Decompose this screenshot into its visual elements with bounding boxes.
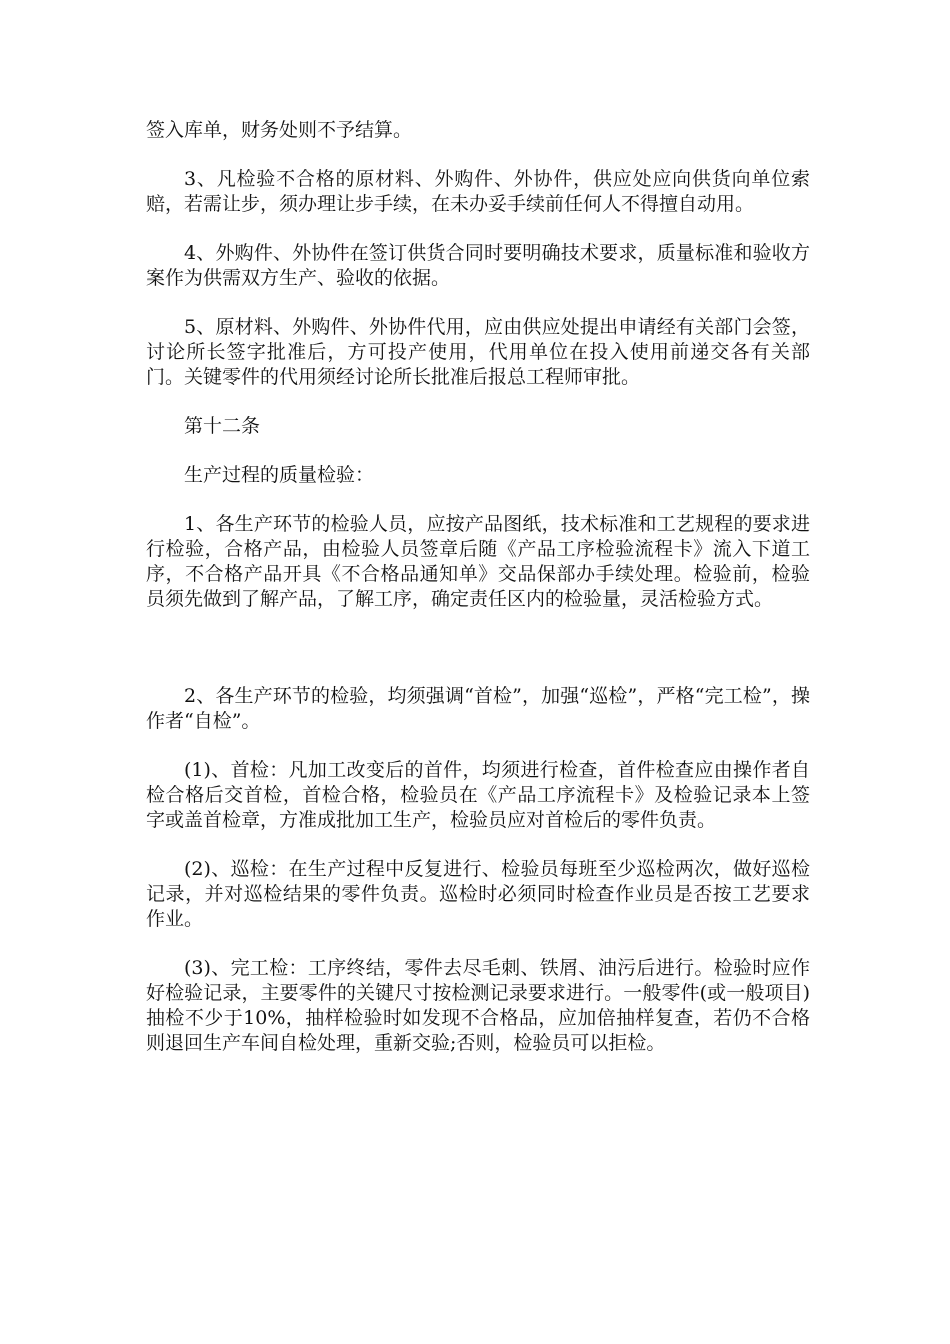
section-heading: 生产过程的质量检验： (184, 464, 375, 486)
paragraph-item-3: 3、凡检验不合格的原材料、外购件、外协件，供应处应向供货向单位索赔，若需让步，须办理让步手续，在未办妥手续前任何人不得擅自动用。 (146, 168, 810, 215)
paragraph-process-1: 1、各生产环节的检验人员，应按产品图纸，技术标准和工艺规程的要求进行检验，合格产品，由检验人员签章后随《产品工序检验流程卡》流入下道工序，不合格产品开具《不合格品通知单》交品保部办手续处理。检验前，检验员须先做到了解产品，了解工序，确定责任区内的检验量，灵活检验方式。 (146, 513, 810, 610)
paragraph-item-4: 4、外购件、外协件在签订供货合同时要明确技术要求，质量标准和验收方案作为供需双方生产、验收的依据。 (146, 242, 810, 289)
blank-gap (146, 636, 810, 684)
paragraph-item-5: 5、原材料、外购件、外协件代用，应由供应处提出申请经有关部门会签，讨论所长签字批准后，方可投产使用，代用单位在投入使用前递交各有关部门。关键零件的代用须经讨论所长批准后报总工程师审批。 (146, 316, 810, 388)
paragraph-continuation: 签入库单，财务处则不予结算。 (146, 119, 413, 141)
document-body (146, 118, 810, 1080)
article-heading: 第十二条 (184, 415, 261, 437)
paragraph-patrol-inspection: (2)、巡检：在生产过程中反复进行、检验员每班至少巡检两次，做好巡检记录，并对巡检结果的零件负责。巡检时必须同时检查作业员是否按工艺要求作业。 (146, 858, 810, 930)
paragraph-final-inspection: (3)、完工检：工序终结，零件去尽毛刺、铁屑、油污后进行。检验时应作好检验记录，主要零件的关键尺寸按检测记录要求进行。一般零件(或一般项目)抽检不少于10%，抽样检验时如发现不合格品，应加倍抽样复查，若仍不合格则退回生产车间自检处理，重新交验;否则，检验员可以拒检。 (146, 957, 810, 1054)
paragraph-first-inspection: (1)、首检：凡加工改变后的首件，均须进行检查，首件检查应由操作者自检合格后交首检，首检合格，检验员在《产品工序流程卡》及检验记录本上签字或盖首检章，方准成批加工生产，检验员应对首检后的零件负责。 (146, 759, 810, 831)
paragraph-process-2: 2、各生产环节的检验，均须强调“首检”，加强“巡检”，严格“完工检”，操作者“自检”。 (146, 685, 810, 732)
